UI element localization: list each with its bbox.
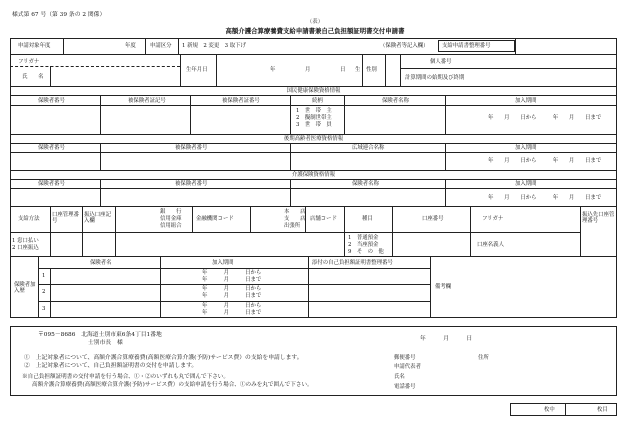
acct-mgmt-label: 口座管理番号 [52,212,79,225]
birth-suffix: 生 [355,67,361,73]
form-number: 様式第 67 号（第 39 条の 2 関係） [12,12,106,18]
office-address: 〒095－8686 北海道士別市東6条4丁目1番地 [38,332,162,338]
birth-month: 月 [305,67,311,73]
target-year-label: 申請対象年度 [18,43,51,49]
rel-option-2[interactable]: 2 擬制世帯主 [296,115,332,121]
ins-history-label: 保険者加入歴 [14,282,36,295]
acct-type-option-9[interactable]: 9 そ の 他 [348,249,384,255]
kaigo-heading: 介護保険資格情報 [291,172,336,178]
ins-from-3: 年 月 日から [202,303,262,309]
kaigo-insured-number: 被保険者番号 [175,181,208,187]
kokuho-period-value: 年 月 日から 年 月 日まで [488,115,602,121]
app-number-label: 支給申請書整理番号 [442,43,491,49]
kouki-insured-number: 被保険者番号 [175,145,208,151]
pay-option-1[interactable]: 1 窓口払い [12,238,39,244]
statement-2[interactable]: ② 上記対象者について、自己負担額証明書の交付を申請します。 [24,363,198,369]
holder-furigana-label: フリガナ [482,216,504,222]
ins-period-label: 加入期間 [212,260,234,266]
acct-number-label: 口座番号 [422,216,444,222]
transfer-label: 振込口座記入欄 [84,212,111,225]
year-unit-label: 年度 [125,43,136,49]
ins-to-2: 年 月 日まで [202,293,262,299]
pay-option-2[interactable]: 2 口座振込 [12,245,39,251]
branch-code-label: 店舗コード [310,216,337,222]
kokuho-period-label: 加入期間 [515,98,537,104]
branch-type-2[interactable]: 支 店 [284,216,306,222]
note-2: 高額介護合算療養費(高額医療合算介護(予防)サービス費）の支給申請を行う場合、①のみを丸で囲んで下さい。 [32,382,313,388]
kokuho-insurer-number: 保険者番号 [38,98,65,104]
ins-from-2: 年 月 日から [202,286,262,292]
application-date: 年 月 日 [420,336,473,342]
insurer-memo-label: （保険者等記入欄） [380,43,429,49]
name-label: 氏 名 [22,74,44,80]
kouki-heading: 後期高齢者医療資格情報 [283,136,344,142]
kouki-union-name: 広域連合名称 [352,145,385,151]
birth-day: 日 [340,67,346,73]
kaigo-insurer-number: 保険者番号 [38,181,65,187]
acct-type-option-2[interactable]: 2 当座預金 [348,242,379,248]
birth-label: 生年月日 [186,67,208,73]
branch-type-3[interactable]: 出張所 [284,223,301,229]
ins-name-label: 保険者名 [90,260,112,266]
kouki-insurer-number: 保険者番号 [38,145,65,151]
furigana-label: フリガナ [18,59,40,65]
ins-to-3: 年 月 日まで [202,310,262,316]
memo-label: 備考欄 [435,284,452,290]
branch-type-1[interactable]: 本 店 [284,209,306,215]
prev-acct-label: 振込先口座管理番号 [582,212,615,225]
category-label: 申請区分 [150,43,172,49]
rel-option-3[interactable]: 3 世 帯 員 [296,122,332,128]
sex-label: 性別 [366,67,377,73]
calc-period-label: 計算期間の始期及び終期 [405,75,465,81]
acct-type-option-1[interactable]: 1 普通預金 [348,235,379,241]
bank-type-1[interactable]: 銀 行 [160,209,182,215]
kokuho-heading: 国民健康保険資格情報 [286,88,341,94]
mayor-address: 士別市長 様 [88,340,123,346]
note-1: ※自己負担額証明書の交付申請を行う場合、①・②のいずれも丸で囲んで下さい。 [22,374,229,380]
applicant-tel-label: 電話番号 [394,384,416,390]
fin-code-label: 金融機関コード [196,216,234,222]
acct-type-label: 種目 [362,216,373,222]
ins-row-3: 3 [42,306,46,312]
applicant-rep-label: 申請代表者 [394,364,421,370]
kokuho-relationship: 続柄 [312,98,323,104]
ins-row-1: 1 [42,273,46,279]
holder-label: 口座名義人 [477,242,504,248]
kokuho-card-symbol: 被保険者証記号 [128,98,166,104]
applicant-name-label: 氏名 [394,374,405,380]
front-side-label: （表） [306,19,324,25]
birth-year: 年 [270,67,276,73]
kokuho-insurer-name: 保険者名称 [382,98,409,104]
form-title: 高額介護合算療養費支給申請書兼自己負担額証明書交付申請書 [225,27,405,35]
ins-cert-label: 添付の自己負担額証明書整理番号 [312,260,393,266]
personal-number-label: 個人番号 [430,59,452,65]
kouki-period-label: 加入期間 [515,145,537,151]
bank-type-3[interactable]: 信用組合 [160,223,182,229]
ins-from-1: 年 月 日から [202,270,262,276]
kaigo-insurer-name: 保険者名称 [352,181,379,187]
ins-to-1: 年 月 日まで [202,277,262,283]
kouki-period-value: 年 月 日から 年 月 日まで [488,158,602,164]
bank-type-2[interactable]: 信用金庫 [160,216,182,222]
page-total-label: 枚中 [544,407,555,413]
statement-1[interactable]: ① 上記対象者について、高額介護合算療養費(高額医療合算介護(予防)サービス費）の支給を申請します。 [24,355,303,361]
kaigo-period-label: 加入期間 [515,181,537,187]
applicant-postal-label: 郵便番号 [394,355,416,361]
pay-method-label: 支給方法 [18,216,40,222]
rel-option-1[interactable]: 1 世 帯 主 [296,108,332,114]
ins-row-2: 2 [42,289,46,295]
kokuho-card-number: 被保険者証番号 [222,98,260,104]
page-current-label: 枚目 [597,407,608,413]
category-options[interactable]: 1 新規 2 変更 3 取下げ [182,43,246,49]
kaigo-period-value: 年 月 日から 年 月 日まで [488,195,602,201]
applicant-address-label: 住所 [478,355,489,361]
